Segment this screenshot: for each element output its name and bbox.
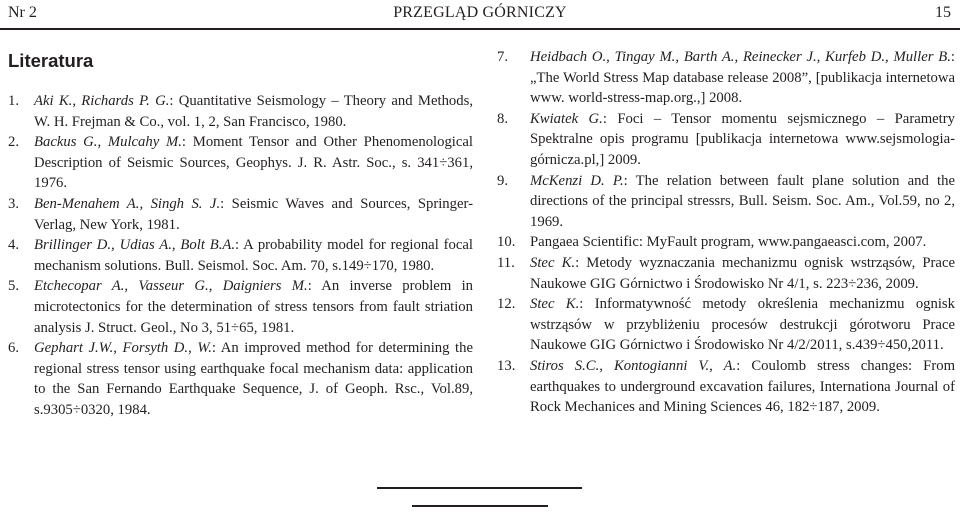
left-column	[8, 50, 473, 421]
reference-item	[8, 338, 473, 420]
reference-authors: Stec K.	[530, 296, 580, 313]
reference-text: : Foci – Tensor momentu sejsmicznego – Parametry Spektralne opis programu [publikacja internetowa www.sejsmologia-górnicza.pl,] 2009.	[530, 110, 955, 168]
reference-authors: Stec K.	[530, 254, 576, 271]
reference-number: 13.	[497, 357, 516, 374]
right-column	[497, 47, 955, 418]
reference-authors: Stiros S.C., Kontogianni V., A.	[530, 357, 737, 374]
section-title: Literatura	[8, 50, 94, 71]
reference-number: 2.	[8, 134, 20, 151]
footer-rule-short	[412, 505, 548, 507]
reference-text: : A probability model for regional focal mechanism solutions. Bull. Seismol. Soc. Am. 70, s.149÷170, 1980.	[34, 237, 473, 274]
reference-number: 11.	[497, 254, 515, 271]
reference-text: : An inverse problem in microtectonics for the determination of stress tensors from fault striation analysis J. Struct. Geol., No 3, 51÷65, 1981.	[34, 278, 473, 336]
reference-text: : An improved method for determining the regional stress tensor using earthquake focal mechanism data: application to the San Fernando Earthquake Sequence, J. of Geoph. Rsc., Vol.89, s.9305÷0320, 1984.	[34, 340, 473, 418]
reference-number: 1.	[8, 93, 20, 109]
reference-number: 8.	[497, 110, 509, 127]
reference-item	[497, 47, 955, 109]
reference-number: 5.	[8, 278, 20, 295]
page-number: 15	[935, 4, 951, 21]
reference-item	[8, 276, 473, 338]
page-header	[0, 0, 960, 26]
reference-item	[497, 356, 955, 418]
reference-item	[8, 91, 473, 132]
reference-authors: Brillinger D., Udias A., Bolt B.A.	[34, 237, 236, 254]
reference-number: 9.	[497, 172, 509, 189]
reference-authors: Aki K., Richards P. G.	[34, 93, 170, 109]
reference-number: 6.	[8, 340, 20, 357]
reference-item	[8, 132, 473, 194]
footer-rule-long	[377, 487, 582, 489]
reference-number: 4.	[8, 237, 20, 254]
reference-item	[8, 235, 473, 276]
reference-text: : Moment Tensor and Other Phenomenological Description of Seismic Sources, Geophys. J. R. Astr. Soc., s. 341÷361, 1976.	[34, 134, 474, 192]
reference-item	[497, 171, 955, 233]
reference-authors: Heidbach O., Tingay M., Barth A., Reinecker J., Kurfeb D., Muller B.	[530, 49, 951, 65]
reference-text: : Informatywność metody określenia mechanizmu ognisk wstrząsów w przybliżeniu procesów destrukcji górotworu Prace Naukowe GIG Górnictwo i Środowisko Nr 4/2/2011, s.439÷450,2011.	[530, 296, 955, 354]
reference-authors: Etchecopar A., Vasseur G., Daigniers M.	[34, 278, 308, 295]
reference-authors: Kwiatek G.	[530, 110, 603, 127]
header-rule	[0, 28, 960, 30]
reference-text: : „The World Stress Map database release 2008”, [publikacja internetowa www. world-stress-map.org.,] 2008.	[530, 49, 955, 107]
reference-text: : Metody wyznaczania mechanizmu ognisk wstrząsów, Prace Naukowe GIG Górnictwo i Środowisko Nr 4/1, s. 223÷236, 2009.	[530, 254, 955, 292]
reference-authors: Gephart J.W., Forsyth D., W.	[34, 340, 212, 357]
reference-text: : The relation between fault plane solution and the directions of the principal stressrs, Bull. Seism. Soc. Am., Vol.59, no 2, 1969.	[530, 172, 955, 230]
reference-list-left	[8, 91, 473, 421]
reference-text: Pangaea Scientific: MyFault program, www.pangaeasci.com, 2007.	[530, 234, 927, 251]
reference-item	[497, 253, 955, 294]
reference-number: 12.	[497, 296, 516, 313]
reference-authors: Ben-Menahem A., Singh S. J.	[34, 195, 221, 212]
reference-number: 7.	[497, 49, 509, 65]
reference-item	[497, 232, 955, 253]
journal-title: PRZEGLĄD GÓRNICZY	[393, 4, 567, 21]
reference-text: : Coulomb stress changes: From earthquakes to underground excavation failures, Internationa Journal of Rock Mechanices and Mining Sciences 46, 182÷187, 2009.	[530, 357, 955, 416]
reference-authors: Backus G., Mulcahy M.	[34, 134, 182, 151]
reference-number: 10.	[497, 234, 516, 251]
reference-item	[497, 294, 955, 356]
reference-authors: McKenzi D. P.	[530, 172, 624, 189]
reference-item	[497, 109, 955, 171]
reference-list-right	[497, 47, 955, 418]
reference-text: : Seismic Waves and Sources, Springer-Verlag, New York, 1981.	[34, 195, 473, 233]
issue-number: Nr 2	[8, 4, 37, 21]
reference-text: : Quantitative Seismology – Theory and Methods, W. H. Frejman & Co., vol. 1, 2, San Francisco, 1980.	[34, 93, 473, 130]
reference-number: 3.	[8, 195, 20, 212]
reference-item	[8, 194, 473, 235]
